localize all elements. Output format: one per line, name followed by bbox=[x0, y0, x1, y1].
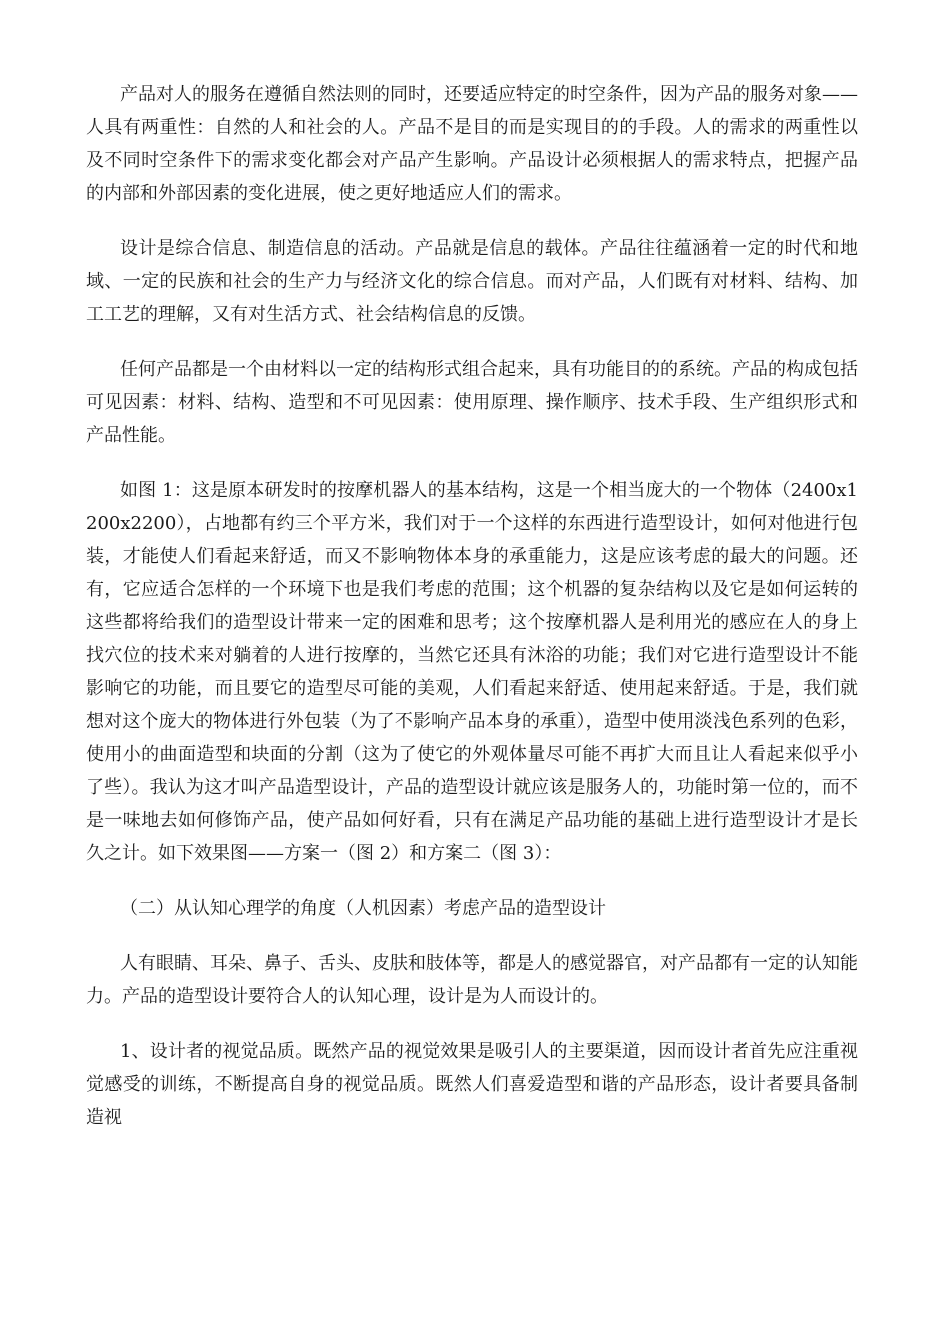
paragraph-gap bbox=[86, 331, 858, 353]
paragraph-massage-robot: 如图 1：这是原本研发时的按摩机器人的基本结构，这是一个相当庞大的一个物体（2400x1200x2200），占地都有约三个平方米，我们对于一个这样的东西进行造型设计，如何对他进行包装，才能使人们看起来舒适，而又不影响物体本身的承重能力，这是应该考虑的最大的问题。还有，它应适合怎样的一个环境下也是我们考虑的范围；这个机器的复杂结构以及它是如何运转的这些都将给我们的造型设计带来一定的困难和思考；这个按摩机器人是利用光的感应在人的身上找穴位的技术来对躺着的人进行按摩的，当然它还具有沐浴的功能；我们对它进行造型设计不能影响它的功能，而且要它的造型尽可能的美观，人们看起来舒适、使用起来舒适。于是，我们就想对这个庞大的物体进行外包装（为了不影响产品本身的承重），造型中使用淡浅色系列的色彩，使用小的曲面造型和块面的分割（这为了使它的外观体量尽可能不再扩大而且让人看起来似乎小了些）。我认为这才叫产品造型设计，产品的造型设计就应该是服务人的，功能时第一位的，而不是一味地去如何修饰产品，使产品如何好看，只有在满足产品功能的基础上进行造型设计才是长久之计。如下效果图——方案一（图 2）和方案二（图 3）： bbox=[86, 480, 858, 864]
section-heading: （二）从认知心理学的角度（人机因素）考虑产品的造型设计 bbox=[120, 898, 606, 919]
paragraph-gap bbox=[86, 1013, 858, 1035]
paragraph-product-service: 产品对人的服务在遵循自然法则的同时，还要适应特定的时空条件，因为产品的服务对象——人具有两重性：自然的人和社会的人。产品不是目的而是实现目的的手段。人的需求的两重性以及不同时空条件下的需求变化都会对产品产生影响。产品设计必须根据人的需求特点，把握产品的内部和外部因素的变化进展，使之更好地适应人们的需求。 bbox=[86, 84, 858, 204]
paragraph-design-information: 设计是综合信息、制造信息的活动。产品就是信息的载体。产品往往蕴涵着一定的时代和地域、一定的民族和社会的生产力与经济文化的综合信息。而对产品，人们既有对材料、结构、加工工艺的理解，又有对生活方式、社会结构信息的反馈。 bbox=[86, 238, 858, 325]
paragraph-gap bbox=[86, 452, 858, 474]
paragraph-gap bbox=[86, 925, 858, 947]
paragraph-gap bbox=[86, 870, 858, 892]
paragraph-visual-quality: 1、设计者的视觉品质。既然产品的视觉效果是吸引人的主要渠道，因而设计者首先应注重视觉感受的训练，不断提高自身的视觉品质。既然人们喜爱造型和谐的产品形态，设计者要具备制造视 bbox=[86, 1041, 858, 1128]
paragraph-gap bbox=[86, 210, 858, 232]
paragraph-product-composition: 任何产品都是一个由材料以一定的结构形式组合起来，具有功能目的的系统。产品的构成包括可见因素：材料、结构、造型和不可见因素：使用原理、操作顺序、技术手段、生产组织形式和产品性能。 bbox=[86, 359, 858, 446]
paragraph-senses: 人有眼睛、耳朵、鼻子、舌头、皮肤和肢体等，都是人的感觉器官，对产品都有一定的认知能力。产品的造型设计要符合人的认知心理，设计是为人而设计的。 bbox=[86, 953, 858, 1007]
